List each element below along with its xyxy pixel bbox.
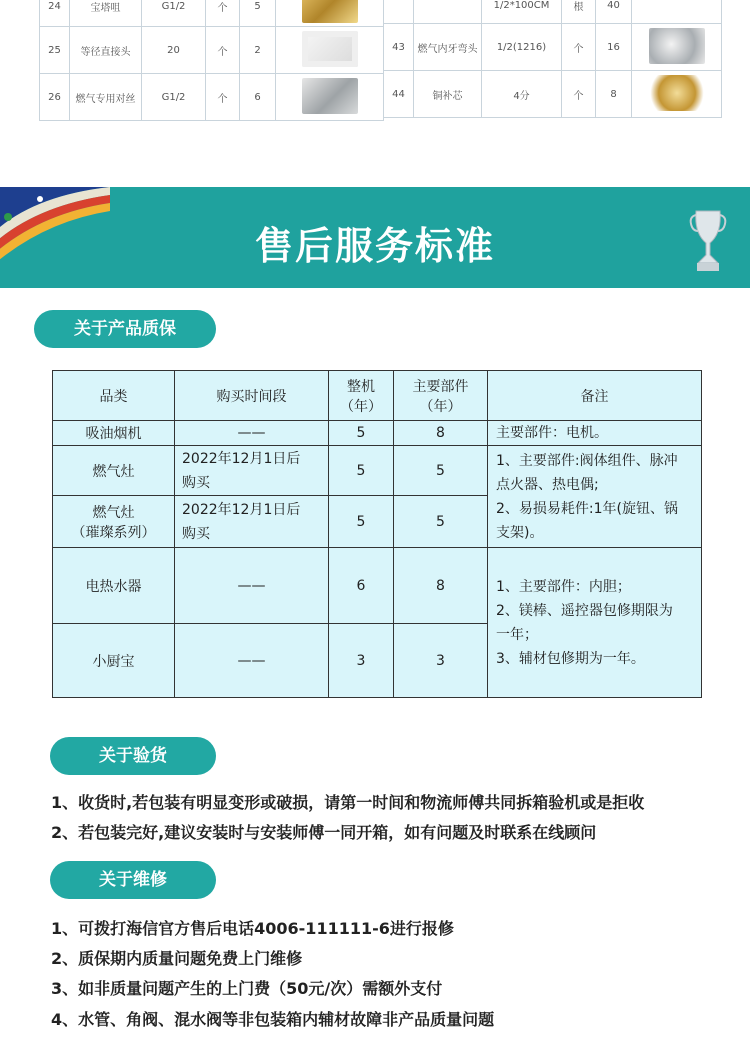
inspection-line-1: 1、收货时,若包装有明显变形或破损，请第一时间和物流师傅共同拆箱验机或是拒收 [51,793,645,812]
row-whole: 6 [329,548,394,624]
repair-line-1: 1、可拨打海信官方售后电话4006-111111-6进行报修 [51,919,454,938]
row-period: 2022年12月1日后 购买 [175,496,329,548]
header-category: 品类 [53,371,175,421]
part-qty: 2 [240,27,276,74]
brass-fitting-image [302,0,358,23]
part-unit: 根 [562,0,596,24]
part-qty: 6 [240,74,276,121]
row-whole: 5 [329,446,394,496]
table-header-row [53,371,702,421]
row-note-gas-stove: 1、主要部件:阀体组件、脉冲 点火器、热电偶; 2、易损易耗件:1年(旋钮、锅 支架)。 [488,446,702,548]
parts-table-area [0,0,750,148]
part-name: 等径直接头 [70,27,142,74]
inspection-heading: 关于验货 [50,737,216,775]
part-qty: 8 [596,71,632,118]
table-row [40,27,384,74]
parts-table-left [39,0,384,121]
part-unit: 个 [562,71,596,118]
row-period: 2022年12月1日后 购买 [175,446,329,496]
table-row [384,0,722,24]
part-no: 43 [384,24,414,71]
table-row [384,71,722,118]
table-row [53,446,702,496]
row-main: 5 [394,496,488,548]
header-period: 购买时间段 [175,371,329,421]
part-name [414,0,482,24]
row-category: 电热水器 [53,548,175,624]
part-qty: 5 [240,0,276,27]
part-spec: G1/2 [142,74,206,121]
elbow-fitting-image [649,28,705,64]
row-whole: 5 [329,421,394,446]
inspection-line-2: 2、若包装完好,建议安装时与安装师傅一同开箱，如有问题及时联系在线顾问 [51,823,597,842]
parts-table-right [383,0,722,118]
row-whole: 3 [329,624,394,698]
row-period: —— [175,421,329,446]
part-no: 26 [40,74,70,121]
part-name: 宝塔咀 [70,0,142,27]
repair-line-2: 2、质保期内质量问题免费上门维修 [51,949,303,968]
part-unit: 个 [206,0,240,27]
part-name: 铜补芯 [414,71,482,118]
part-spec: 20 [142,27,206,74]
part-name: 燃气内牙弯头 [414,24,482,71]
row-category: 燃气灶 （璀璨系列） [53,496,175,548]
banner-title: 售后服务标准 [254,224,495,268]
part-no: 25 [40,27,70,74]
row-whole: 5 [329,496,394,548]
part-no: 44 [384,71,414,118]
part-qty: 16 [596,24,632,71]
row-main: 5 [394,446,488,496]
warranty-heading: 关于产品质保 [34,310,216,348]
part-spec: G1/2 [142,0,206,27]
row-category: 燃气灶 [53,446,175,496]
table-row [384,24,722,71]
table-row [53,548,702,624]
row-period: —— [175,624,329,698]
part-qty: 40 [596,0,632,24]
part-spec: 1/2(1216) [482,24,562,71]
part-name: 燃气专用对丝 [70,74,142,121]
hex-nipple-image [302,78,358,114]
part-no: 24 [40,0,70,27]
row-category: 吸油烟机 [53,421,175,446]
header-main-parts: 主要部件 （年） [394,371,488,421]
table-row [40,74,384,121]
row-note-water-heater: 1、主要部件：内胆； 2、镁棒、遥控器包修期限为 一年； 3、辅材包修期为一年。 [488,548,702,698]
part-spec: 4分 [482,71,562,118]
repair-heading: 关于维修 [50,861,216,899]
part-no [384,0,414,24]
repair-line-3: 3、如非质量问题产生的上门费（50元/次）需额外支付 [51,979,443,998]
trophy-icon [688,207,728,277]
row-main: 8 [394,421,488,446]
white-coupling-image [302,31,358,67]
row-main: 8 [394,548,488,624]
row-main: 3 [394,624,488,698]
part-unit: 个 [206,27,240,74]
section-banner [0,187,750,288]
row-note: 主要部件：电机。 [488,421,702,446]
row-period: —— [175,548,329,624]
part-unit: 个 [206,74,240,121]
repair-line-4: 4、水管、角阀、混水阀等非包装箱内辅材故障非产品质量问题 [51,1010,495,1029]
warranty-table [52,370,702,698]
table-row [40,0,384,27]
header-note: 备注 [488,371,702,421]
copper-bushing-image [649,75,705,111]
part-unit: 个 [562,24,596,71]
row-category: 小厨宝 [53,624,175,698]
table-row [53,421,702,446]
header-whole: 整机 （年） [329,371,394,421]
part-spec: 1/2*100CM [482,0,562,24]
